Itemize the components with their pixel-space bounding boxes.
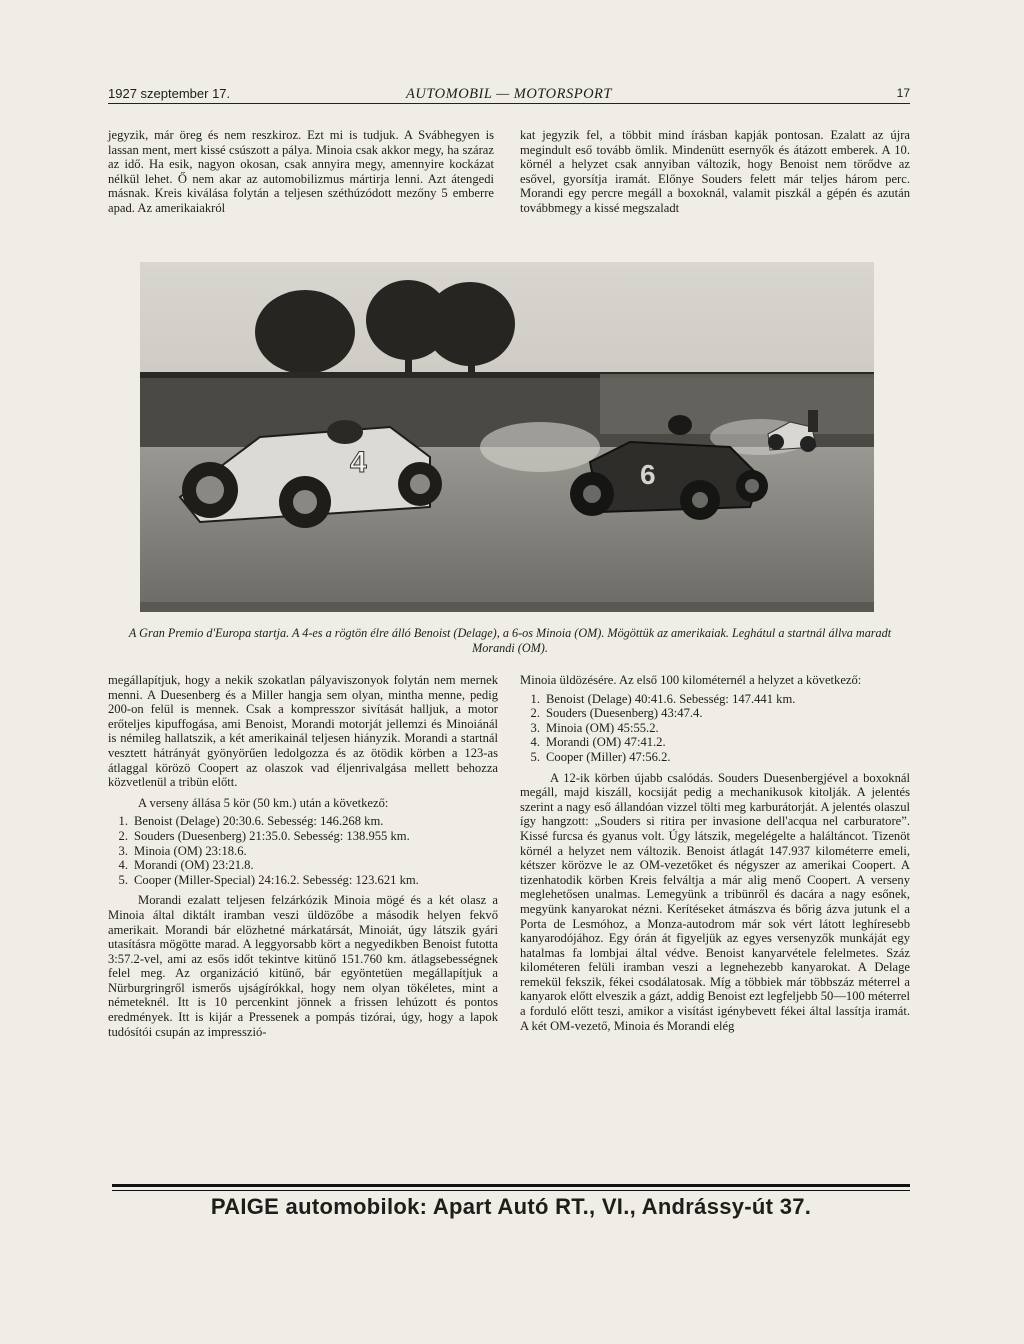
standings-row: 2. Souders (Duesenberg) 21:35.0. Sebesség: 138.955 km. — [118, 828, 410, 843]
header-rule — [108, 103, 910, 104]
standings-row: 2. Souders (Duesenberg) 43:47.4. — [530, 706, 703, 721]
right-paragraph-1: Minoia üldözésére. Az első 100 kilométernél a helyzet a következő: — [520, 673, 862, 687]
standings-50km — [108, 814, 498, 887]
footer-rule-thick — [112, 1184, 910, 1187]
left-paragraph-3: Morandi ezalatt teljesen felzárkózik Minoia mögé és a két olasz a Minoia által diktált iramban veszi üldözőbe a második helyen fekvő amerikait. Morandi bár elözhetné márkatársát, Minoiát, úgy látszik gyári utasításra mögötte marad. A leggyorsabb kört a negyedikben Benoist futotta 3:57.2-vel, ami az esős időt tekintve kitünő 151.760 km. átlagsebességnek felel meg. Az organizáció kitünő, bár egyöntetüen megállapítjuk a Nürburgringről ismerős ujságírókkal, hogy nem olyan tökéletes, mint a németeknél. Itt is 10 percenkint jönnek a frissen lehúzott és pontos eredmények. Itt is kijár a Pressenek a pompás tizórai, úgy, hogy a lapok tudósítói csupán az impresszió- — [108, 893, 498, 1039]
race-photo-illustration — [140, 262, 874, 612]
standings-row: 5. Cooper (Miller-Special) 24:16.2. Sebesség: 123.621 km. — [118, 872, 419, 887]
standings-row: 1. Benoist (Delage) 40:41.6. Sebesség: 147.441 km. — [530, 691, 796, 706]
top-right-column — [520, 128, 910, 216]
standings-100km — [520, 692, 910, 765]
car-number-4: 4 — [350, 446, 367, 479]
photo-caption: A Gran Premio d'Europa startja. A 4-es a rögtön élre álló Benoist (Delage), a 6-os Minoia (OM). Mögöttük az amerikaiak. Leghátul a startnál állva maradt Morandi (OM). — [128, 626, 892, 655]
issue-date: 1927 szeptember 17. — [108, 86, 231, 101]
standings-row: 4. Morandi (OM) 47:41.2. — [530, 735, 666, 750]
right-paragraph-2: A 12-ik körben újabb csalódás. Souders Duesenbergjével a boxoknál megáll, majd kiszáll, kocsiját pedig a mechanikusok kitolják. A jelentés szerint a nagy eső állandóan vizzel tölti meg karburátorját. A jelentés olaszul így hangzott: „Souders si ritira per invasione dell'acqua nel carburatore”. Kissé furcsa és gyanus volt. Úgy látszik, megelégelte a haláltáncot. Tizenöt körnél a helyzet nem változik. Benoist átlagát 147.937 kilométerre emeli, kétszer körözve le az OM-vezetőket és négyszer az amerikai Coopert. A tizenhatodik körben Kreis felváltja a már alig menő Coopert. A verseny meglehetősen unalmas. Lemegyünk a tribünről és dacára a nagy esőnek, megyünk kanyarokat nézni. Kerítéseket átmászva és bőrig ázva jutunk el a Porta de Lesmóhoz, a Monza-autodrom már sok vért látott leghíresebb kanyarodójához. Egy órán át figyeljük az egyes versenyzők munkáját egy hatalmas fa lombjai által védve. Benoist kanyarvétele felelmetes. Száz kilométeren felüli iramban veszi a legnehezebb kanyarokat. A Delage remekül fekszik, fékei csodálatosak. Míg a többiek már többszáz méterrel a kanyarok előtt elveszik a gázt, addig Benoist ezt legfeljebb 50—100 méterrel a forduló előtt teszi, amikor a visítást igénybevett fékei által lassítja iramát. A két OM-vezető, Minoia és Morandi elég — [520, 770, 910, 1033]
standings-row: 5. Cooper (Miller) 47:56.2. — [530, 749, 671, 764]
top-right-text: kat jegyzik fel, a többit mind írásban kapják pontosan. Ezalatt az újra megindult eső tovább ömlik. Mindenütt esernyők és átázott emberek. A 10. körnél a helyzet csak annyiban változik, hogy Benoist nem törődve az esővel, gyorsítja iramát. Előnye Souders felett már teljes három perc. Morandi egy percre megáll a boxoknál, valamit piszkál a gépén és azután továbbmegy a kissé megszaladt — [520, 128, 910, 215]
bottom-right-column — [520, 673, 910, 1033]
paige-advertisement: PAIGE automobilok: Apart Autó RT., VI., Andrássy-út 37. — [210, 1194, 812, 1219]
bottom-left-column — [108, 673, 498, 1039]
left-paragraph-1: megállapítjuk, hogy a nekik szokatlan pályaviszonyok folytán nem mernek menni. A Duesenberg és a Miller hangja sem olyan, mintha menne, pedig 200-on felül is mennek. Csak a kompresszor sivítását halljuk, a motor erőteljes kipuffogása, ami Benoist, Morandi motorját jellemzi és Minoiánál is némileg hallatszik, a két amerikainál teljesen hiányzik. Morandi a startnál vesztett hátrányát gyönyörűen ledolgozza és az ötödik körben a 123-as átlaggal körözö Coopert az olaszok vad éljenrivalgása mellett behozza közvetlenül a tribün előtt. — [108, 673, 498, 790]
top-left-text: jegyzik, már öreg és nem reszkiroz. Ezt mi is tudjuk. A Svábhegyen is lassan ment, mert kissé csúszott a pálya. Minoia csak akkor megy, ha száraz az idő. Ha esik, nagyon okosan, csak annyira megy, amennyire kockázat nélkül lehet. Ő nem akar az automobilizmus mártirja lenni. Azt átengedi másnak. Kreis kiválása folytán a teljesen széthúzódott mezőny 5 emberre apad. Az amerikaiakról — [108, 128, 494, 215]
left-paragraph-2: A verseny állása 5 kör (50 km.) után a következő: — [138, 795, 389, 810]
standings-row: 3. Minoia (OM) 23:18.6. — [118, 843, 247, 858]
magazine-title: AUTOMOBIL — MOTORSPORT — [406, 86, 612, 102]
standings-row: 3. Minoia (OM) 45:55.2. — [530, 720, 659, 735]
top-left-column — [108, 128, 494, 216]
standings-row: 1. Benoist (Delage) 20:30.6. Sebesség: 146.268 km. — [118, 814, 384, 829]
standings-row: 4. Morandi (OM) 23:21.8. — [118, 858, 254, 873]
footer-rule-thin — [112, 1190, 910, 1191]
car-number-6: 6 — [640, 459, 656, 490]
page-number: 17 — [896, 86, 910, 100]
race-start-photo — [140, 262, 874, 612]
